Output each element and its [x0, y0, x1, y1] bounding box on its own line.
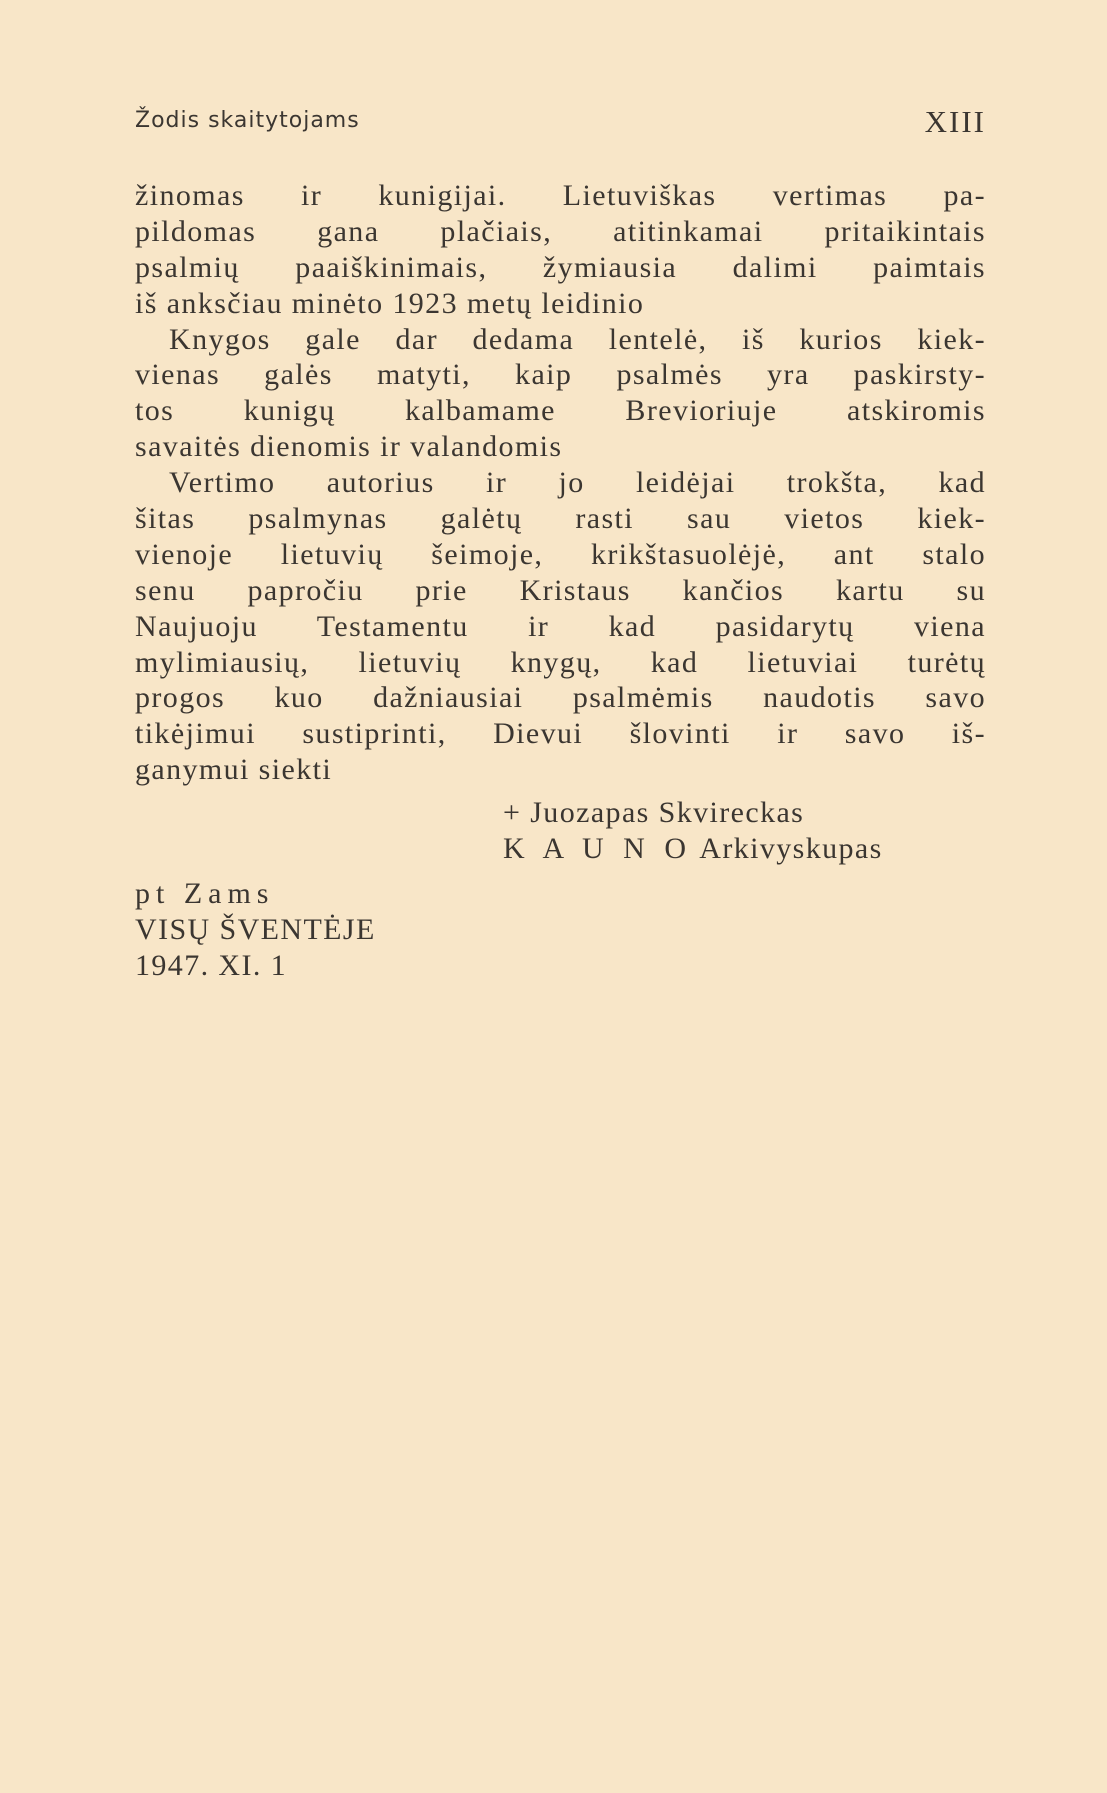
- text-line: ganymui siekti: [135, 753, 333, 787]
- text-line: Naujuoju Testamentu ir kad pasidarytų viena: [135, 609, 986, 643]
- cross-icon: +: [503, 796, 522, 829]
- signature-name: Juozapas Skvireckas: [530, 796, 805, 829]
- text-line: pildomas gana plačiais, atitinkamai pritaikintais: [135, 214, 986, 248]
- text-line: tos kunigų kalbamame Brevioriuje atskiromis: [135, 394, 986, 428]
- text-line: senu papročiu prie Kristaus kančios kartu su: [135, 573, 986, 607]
- place-date-block: [135, 876, 376, 984]
- body-text: [135, 178, 986, 788]
- text-line: tikėjimui sustiprinti, Dievui šlovinti ir savo iš-: [135, 717, 986, 751]
- signature-title-line: [503, 831, 883, 867]
- text-line: savaitės dienomis ir valandomis: [135, 430, 563, 464]
- text-line: žinomas ir kunigijai. Lietuviškas vertimas pa-: [135, 179, 986, 212]
- page-number: XIII: [924, 104, 986, 139]
- paragraph: [135, 465, 986, 788]
- date: 1947. XI. 1: [135, 949, 288, 982]
- running-title: Žodis skaitytojams: [135, 108, 360, 133]
- signature-name-line: [503, 795, 883, 831]
- place: pt Zams: [135, 877, 275, 910]
- signature-block: [503, 795, 883, 867]
- text-line: šitas psalmynas galėtų rasti sau vietos kiek-: [135, 502, 986, 536]
- feast-day: VISŲ ŠVENTĖJE: [135, 913, 376, 946]
- page-header: [135, 104, 986, 144]
- paragraph: [135, 322, 986, 466]
- text-line: vienas galės matyti, kaip psalmės yra paskirsty-: [135, 358, 986, 392]
- signature-rank: Arkivyskupas: [699, 831, 883, 865]
- text-line: psalmių paaiškinimais, žymiausia dalimi paimtais: [135, 250, 986, 284]
- text-line: Knygos gale dar dedama lentelė, iš kurios kiek-: [169, 322, 986, 356]
- text-line: Vertimo autorius ir jo leidėjai trokšta, kad: [169, 466, 986, 500]
- text-line: progos kuo dažniausiai psalmėmis naudotis savo: [135, 681, 986, 715]
- text-line: iš anksčiau minėto 1923 metų leidinio: [135, 286, 645, 320]
- text-line: mylimiausių, lietuvių knygų, kad lietuviai turėtų: [135, 645, 986, 679]
- paragraph: [135, 178, 986, 322]
- signature-city: K A U N O: [503, 831, 693, 865]
- text-line: vienoje lietuvių šeimoje, krikštasuolėjė, ant stalo: [135, 537, 986, 571]
